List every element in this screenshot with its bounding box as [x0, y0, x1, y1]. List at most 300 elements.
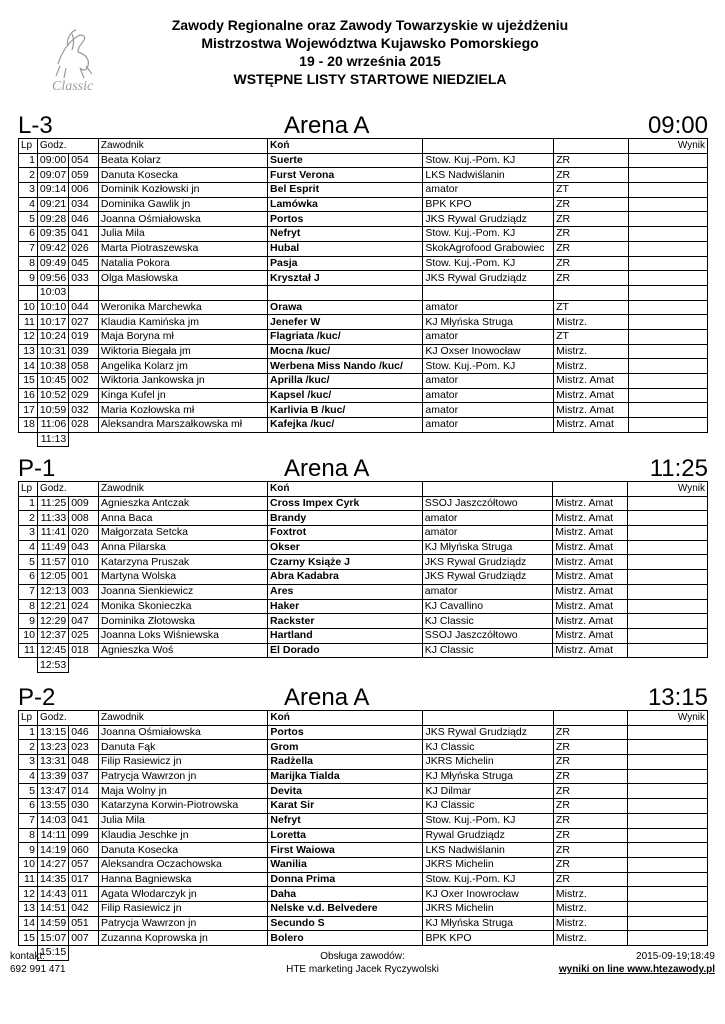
row-time: 09:00 [37, 153, 68, 168]
row-horse: Okser [268, 540, 423, 555]
table-row [19, 227, 708, 242]
row-number: 060 [69, 843, 99, 858]
row-result [627, 511, 707, 526]
row-rider: Danuta Kosecka [99, 843, 268, 858]
row-class: Mistrz. [553, 931, 627, 946]
row-number: 030 [69, 799, 99, 814]
row-time: 12:45 [37, 643, 68, 658]
row-class: Mistrz. Amat [553, 540, 628, 555]
table-row [19, 496, 708, 511]
row-time: 14:19 [37, 843, 68, 858]
section-p1 [18, 455, 708, 673]
row-club: Rywal Grudziądz [423, 828, 553, 843]
table-row [19, 359, 708, 374]
row-result [628, 755, 708, 770]
row-lp: 9 [19, 271, 38, 286]
row-time: 09:21 [37, 197, 68, 212]
row-rider: Joanna Sienkiewicz [99, 584, 268, 599]
table-row [19, 344, 708, 359]
row-horse: Ares [268, 584, 423, 599]
row-number: 024 [69, 599, 99, 614]
row-lp: 14 [19, 916, 38, 931]
row-class: ZR [554, 212, 629, 227]
section-heading [18, 455, 708, 481]
row-lp: 16 [19, 388, 38, 403]
col-class [554, 139, 629, 154]
table-row [19, 887, 708, 902]
row-lp: 7 [19, 584, 38, 599]
table-row [19, 740, 708, 755]
row-result [628, 418, 707, 433]
row-club: KJ Dilmar [423, 784, 553, 799]
row-rider: Katarzyna Korwin-Piotrowska [99, 799, 268, 814]
row-result [628, 931, 708, 946]
row-result [628, 227, 707, 242]
col-lp: Lp [19, 139, 38, 154]
row-number: 014 [69, 784, 99, 799]
row-result [628, 168, 707, 183]
row-club: JKS Rywal Grudziądz [422, 555, 552, 570]
row-lp: 6 [19, 799, 38, 814]
row-rider [98, 285, 267, 300]
table-row [19, 843, 708, 858]
table-row [19, 769, 708, 784]
row-horse: Suerte [268, 153, 423, 168]
row-time: 14:51 [37, 901, 68, 916]
arena-name: Arena A [284, 684, 370, 711]
row-horse: Karlivia B /kuc/ [268, 403, 423, 418]
row-lp: 6 [19, 227, 38, 242]
row-rider: Julia Mila [99, 813, 268, 828]
table-row [19, 241, 708, 256]
row-lp: 1 [19, 496, 38, 511]
table-row [19, 828, 708, 843]
row-class: ZR [553, 828, 627, 843]
row-horse: Hartland [268, 628, 423, 643]
row-horse: Secundo S [268, 916, 423, 931]
row-rider: Kinga Kufel jn [98, 388, 267, 403]
row-club: BPK KPO [423, 931, 553, 946]
row-rider: Agnieszka Woś [99, 643, 268, 658]
row-rider: Filip Rasiewicz jn [99, 755, 268, 770]
service-label: Obsługa zawodów: [320, 951, 405, 962]
row-result [628, 212, 707, 227]
row-horse: Brandy [268, 511, 423, 526]
row-lp: 1 [19, 725, 38, 740]
row-club: JKS Rywal Grudziądz [422, 570, 552, 585]
col-kon: Koń [268, 139, 423, 154]
table-header [19, 482, 708, 497]
row-lp: 14 [19, 359, 38, 374]
row-horse: Radżella [268, 755, 423, 770]
row-horse: Kapsel /kuc/ [268, 388, 423, 403]
competition-code: P-1 [18, 455, 56, 482]
row-number: 042 [69, 901, 99, 916]
row-result [628, 256, 707, 271]
row-result [628, 740, 708, 755]
row-lp: 12 [19, 329, 38, 344]
row-number: 027 [69, 315, 99, 330]
row-number: 047 [69, 614, 99, 629]
row-time: 09:35 [37, 227, 68, 242]
section-heading [18, 112, 708, 138]
table-row [19, 212, 708, 227]
row-number: 034 [69, 197, 99, 212]
row-club: amator [423, 300, 554, 315]
row-class: Mistrz. Amat [554, 374, 629, 389]
row-class: ZR [554, 153, 629, 168]
row-lp: 18 [19, 418, 38, 433]
row-class: ZR [554, 256, 629, 271]
row-lp: 8 [19, 256, 38, 271]
row-club [423, 285, 554, 300]
row-number: 020 [69, 526, 99, 541]
row-rider: Dominika Złotowska [99, 614, 268, 629]
row-class: ZR [554, 227, 629, 242]
table-row [19, 511, 708, 526]
row-number: 046 [69, 725, 99, 740]
row-horse: Bel Esprit [268, 183, 423, 198]
col-zawodnik: Zawodnik [99, 711, 268, 726]
header-list-title: WSTĘPNE LISTY STARTOWE NIEDZIELA [233, 71, 507, 87]
row-class: ZR [554, 197, 629, 212]
table-row [19, 570, 708, 585]
table-row [19, 643, 708, 658]
row-rider: Patrycja Wawrzon jn [99, 916, 268, 931]
row-lp: 10 [19, 300, 38, 315]
row-lp: 4 [19, 540, 38, 555]
row-time: 14:59 [37, 916, 68, 931]
contact-phone: 692 991 471 [10, 964, 66, 975]
row-horse: Abra Kadabra [268, 570, 423, 585]
header-subtitle: Mistrzostwa Województwa Kujawsko Pomorskiego [201, 35, 539, 51]
row-club: KJ Classic [423, 740, 553, 755]
row-rider: Natalia Pokora [98, 256, 267, 271]
row-time: 10:59 [37, 403, 68, 418]
row-result [628, 300, 707, 315]
row-class: Mistrz. [554, 315, 629, 330]
arena-name: Arena A [284, 112, 370, 139]
row-horse: Bolero [268, 931, 423, 946]
row-rider: Danuta Kosecka [98, 168, 267, 183]
results-link[interactable]: wyniki on line www.htezawody.pl [558, 964, 715, 975]
row-result [628, 872, 708, 887]
table-row [19, 725, 708, 740]
row-rider: Hanna Bagniewska [99, 872, 268, 887]
row-lp: 9 [19, 614, 38, 629]
row-number: 048 [69, 755, 99, 770]
service-name: HTE marketing Jacek Ryczywolski [286, 964, 439, 975]
row-result [627, 540, 707, 555]
row-result [627, 599, 707, 614]
table-row [19, 540, 708, 555]
col-wynik: Wynik [628, 711, 708, 726]
col-godz: Godz. [37, 482, 98, 497]
row-time: 10:03 [37, 285, 68, 300]
row-lp: 9 [19, 843, 38, 858]
row-result [627, 628, 707, 643]
section-heading [18, 684, 708, 710]
row-horse: Orawa [268, 300, 423, 315]
row-lp: 8 [19, 828, 38, 843]
row-horse: Mocna /kuc/ [268, 344, 423, 359]
row-result [628, 843, 708, 858]
row-class: ZT [554, 183, 629, 198]
row-result [628, 813, 708, 828]
svg-text:Classic: Classic [52, 79, 94, 94]
col-wynik: Wynik [627, 482, 707, 497]
row-rider: Katarzyna Pruszak [99, 555, 268, 570]
table-row [19, 256, 708, 271]
row-horse: Kryształ J [268, 271, 423, 286]
row-time: 14:11 [37, 828, 68, 843]
row-lp: 11 [19, 643, 38, 658]
row-result [628, 799, 708, 814]
contact-label: kontakt: [10, 951, 46, 962]
row-club: amator [423, 329, 554, 344]
row-club: amator [423, 183, 554, 198]
row-club: SSOJ Jaszczółtowo [422, 628, 552, 643]
row-rider: Maja Wolny jn [99, 784, 268, 799]
row-lp: 2 [19, 740, 38, 755]
row-number: 033 [69, 271, 99, 286]
row-number: 057 [69, 857, 99, 872]
header-dates: 19 - 20 września 2015 [299, 53, 441, 69]
row-horse: Pasja [268, 256, 423, 271]
row-result [628, 315, 707, 330]
row-horse: Nefryt [268, 813, 423, 828]
row-rider: Maria Kozłowska mł [98, 403, 267, 418]
row-rider: Filip Rasiewicz jn [99, 901, 268, 916]
row-class: Mistrz. Amat [554, 418, 629, 433]
end-time: 11:13 [37, 432, 68, 447]
row-result [627, 584, 707, 599]
row-horse: Lamówka [268, 197, 423, 212]
row-time: 12:37 [37, 628, 68, 643]
row-number: 037 [69, 769, 99, 784]
row-number: 026 [69, 241, 99, 256]
row-club: JKRS Michelin [423, 755, 553, 770]
row-lp: 3 [19, 755, 38, 770]
row-lp: 7 [19, 241, 38, 256]
row-horse: Haker [268, 599, 423, 614]
row-time: 13:47 [37, 784, 68, 799]
row-time: 13:15 [37, 725, 68, 740]
end-time: 15:15 [37, 946, 68, 961]
row-number: 099 [69, 828, 99, 843]
table-row [19, 784, 708, 799]
row-horse: Marijka Tialda [268, 769, 423, 784]
row-result [628, 241, 707, 256]
row-horse: Cross Impex Cyrk [268, 496, 423, 511]
row-lp: 6 [19, 570, 38, 585]
arena-name: Arena A [284, 455, 370, 482]
row-club: amator [422, 584, 552, 599]
row-result [628, 784, 708, 799]
row-result [628, 857, 708, 872]
row-rider: Patrycja Wawrzon jn [99, 769, 268, 784]
row-rider: Anna Baca [99, 511, 268, 526]
row-class: ZR [554, 168, 629, 183]
row-horse: Wanilia [268, 857, 423, 872]
col-club [423, 139, 554, 154]
row-time: 11:57 [37, 555, 68, 570]
row-number: 002 [69, 374, 99, 389]
row-time: 13:39 [37, 769, 68, 784]
row-number: 051 [69, 916, 99, 931]
row-class: Mistrz. [553, 887, 627, 902]
row-time: 14:03 [37, 813, 68, 828]
row-class: Mistrz. Amat [553, 614, 628, 629]
row-club: KJ Classic [422, 614, 552, 629]
start-time: 09:00 [647, 112, 708, 139]
row-number: 054 [69, 153, 99, 168]
row-rider: Małgorzata Setcka [99, 526, 268, 541]
row-number: 043 [69, 540, 99, 555]
row-time: 09:14 [37, 183, 68, 198]
start-list-table [18, 710, 708, 961]
table-row [19, 901, 708, 916]
row-lp: 10 [19, 628, 38, 643]
row-number: 028 [69, 418, 99, 433]
table-row [19, 857, 708, 872]
table-row [19, 271, 708, 286]
row-result [628, 285, 707, 300]
col-club [422, 482, 552, 497]
row-horse: Nelske v.d. Belvedere [268, 901, 423, 916]
row-rider: Agnieszka Antczak [99, 496, 268, 511]
table-row [19, 183, 708, 198]
row-club: amator [423, 388, 554, 403]
row-horse: Furst Verona [268, 168, 423, 183]
col-zawodnik: Zawodnik [99, 482, 268, 497]
col-kon: Koń [268, 711, 423, 726]
row-rider: Olga Masłowska [98, 271, 267, 286]
row-club: JKRS Michelin [423, 857, 553, 872]
row-club: KJ Oxser Inowocław [423, 344, 554, 359]
row-rider: Julia Mila [98, 227, 267, 242]
start-list-table [18, 481, 708, 673]
row-club: amator [422, 526, 552, 541]
row-rider: Maja Boryna mł [98, 329, 267, 344]
row-club: KJ Młyńska Struga [423, 916, 553, 931]
table-row [19, 300, 708, 315]
row-rider: Aleksandra Oczachowska [99, 857, 268, 872]
row-club: JKS Rywal Grudziądz [423, 271, 554, 286]
row-time: 09:49 [37, 256, 68, 271]
row-result [628, 183, 707, 198]
row-result [628, 916, 708, 931]
row-class: ZR [554, 271, 629, 286]
row-number: 008 [69, 511, 99, 526]
row-horse: Werbena Miss Nando /kuc/ [268, 359, 423, 374]
row-rider: Marta Piotraszewska [98, 241, 267, 256]
col-club [423, 711, 553, 726]
row-club: Stow. Kuj.-Pom. KJ [423, 227, 554, 242]
table-header [19, 711, 708, 726]
row-lp [19, 285, 38, 300]
row-club: BPK KPO [423, 197, 554, 212]
row-time: 09:56 [37, 271, 68, 286]
row-class: Mistrz. Amat [554, 388, 629, 403]
row-number: 023 [69, 740, 99, 755]
row-result [628, 359, 707, 374]
row-class: ZT [554, 329, 629, 344]
row-class: ZR [553, 813, 627, 828]
row-club: JKS Rywal Grudziądz [423, 725, 553, 740]
row-club: LKS Nadwiślanin [423, 843, 553, 858]
row-number: 003 [69, 584, 99, 599]
row-lp: 4 [19, 769, 38, 784]
table-row [19, 374, 708, 389]
table-row [19, 526, 708, 541]
row-result [628, 403, 707, 418]
row-time: 12:13 [37, 584, 68, 599]
row-rider: Dominik Kozłowski jn [98, 183, 267, 198]
row-class: Mistrz. Amat [553, 643, 628, 658]
row-time: 10:38 [37, 359, 68, 374]
row-lp: 2 [19, 511, 38, 526]
row-class: Mistrz. [553, 916, 627, 931]
row-club: Stow. Kuj.-Pom. KJ [423, 153, 554, 168]
row-horse: Kafejka /kuc/ [268, 418, 423, 433]
row-result [628, 828, 708, 843]
row-horse: Devita [268, 784, 423, 799]
col-lp: Lp [19, 482, 38, 497]
section-p2 [18, 684, 708, 961]
row-rider: Weronika Marchewka [98, 300, 267, 315]
row-number: 058 [69, 359, 99, 374]
row-lp: 3 [19, 183, 38, 198]
row-class [554, 285, 629, 300]
row-class: Mistrz. Amat [554, 403, 629, 418]
row-number: 011 [69, 887, 99, 902]
row-time: 13:55 [37, 799, 68, 814]
row-class: Mistrz. Amat [553, 555, 628, 570]
row-number: 045 [69, 256, 99, 271]
row-horse: Grom [268, 740, 423, 755]
row-horse: Rackster [268, 614, 423, 629]
row-horse: First Waiowa [268, 843, 423, 858]
row-lp: 11 [19, 872, 38, 887]
row-number: 025 [69, 628, 99, 643]
section-l3 [18, 112, 708, 447]
row-rider: Beata Kolarz [98, 153, 267, 168]
row-club: amator [423, 418, 554, 433]
row-lp: 10 [19, 857, 38, 872]
row-rider: Wiktoria Biegała jm [98, 344, 267, 359]
row-horse: Karat Sir [268, 799, 423, 814]
row-time: 13:31 [37, 755, 68, 770]
row-number: 039 [69, 344, 99, 359]
row-number: 010 [69, 555, 99, 570]
row-horse: Daha [268, 887, 423, 902]
row-club: Stow. Kuj.-Pom. KJ [423, 359, 554, 374]
col-kon: Koń [268, 482, 423, 497]
row-time: 11:06 [37, 418, 68, 433]
row-result [628, 271, 707, 286]
table-row [19, 168, 708, 183]
row-horse: Portos [268, 725, 423, 740]
row-rider: Klaudia Jeschke jn [99, 828, 268, 843]
table-row [19, 872, 708, 887]
row-time: 10:10 [37, 300, 68, 315]
row-class: ZR [553, 784, 627, 799]
row-class: Mistrz. Amat [553, 584, 628, 599]
row-lp: 5 [19, 784, 38, 799]
row-time: 10:17 [37, 315, 68, 330]
row-result [628, 329, 707, 344]
